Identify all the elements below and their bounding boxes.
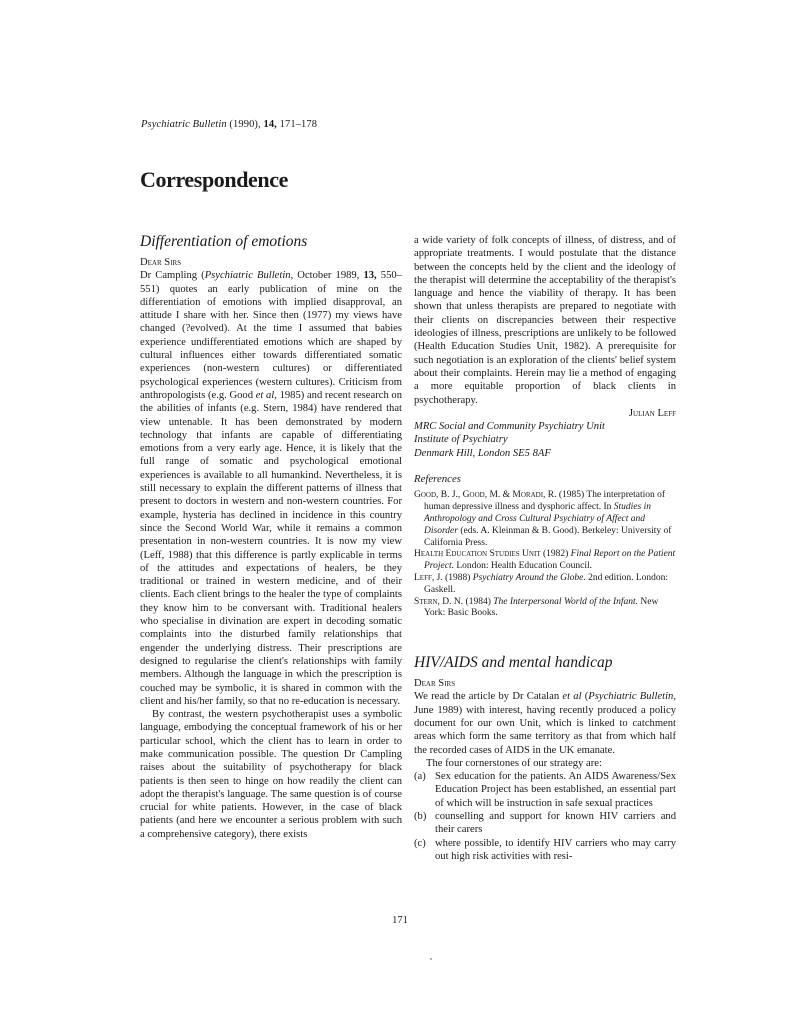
- left-column: [140, 233, 402, 841]
- letter1-affiliation-line-2: Institute of Psychiatry: [414, 434, 508, 446]
- journal-name: Psychiatric Bulletin: [141, 119, 227, 130]
- list-item: (c) where possible, to identify HIV carriers who may carry out high risk activities with resi-: [414, 837, 676, 862]
- letter1-paragraph-2-continued: a wide variety of folk concepts of illness, of distress, and of appropriate treatments. I would postulate that the distance between the concepts held by the client and the ideology of the therapist will determine the acceptability of the therapist's language and hence the viability of therapy. It has been shown that unless therapists are prepared to negotiate with their clients on discrepancies between their respective ideologies of illness, prescriptions are unlikely to be followed (Health Education Studies Unit, 1982). A prerequisite for such negotiation is an exploration of the clients' belief system about their complaints. Herein may lie a method of engaging a more equitable proportion of black clients in psychotherapy.: [414, 235, 676, 406]
- letter1-paragraph-1: Dr Campling (Psychiatric Bulletin, October 1989, 13, 550–551) quotes an early publication of mine on the differentiation of emotions with implied disapproval, an attitude I share with her. Since then (1977) my views have changed (?evolved). At the time I assumed that babies experience undifferentiated emotions which are shaped by cultural influences either towards differentiated somatic experiences (non-western cultures) or differentiated psychological experiences (western cultures). Criticism from anthropologists (e.g. Good et al, 1985) and recent research on the abilities of infants (e.g. Stern, 1984) have rendered that view untenable. It has been demonstrated by modern technology that infants are capable of differentiating emotions from a very early age. Hence, it is likely that the full range of somatic and psychological emotional experiences is available to all humankind. Nevertheless, it is still necessary to explain the different patterns of illness that present to doctors in western and non-western countries. For example, hysteria has declined in incidence in this country since the Second World War, while it remains a common presentation in non-western countries. It is now my view (Leff, 1988) that this difference is partly explicable in terms of the attitudes and expectations of healers, be they traditional or trained in western medicine, and of their clients. Each client brings to the healer the type of complaints they know him to be conversant with. Traditional healers who specialise in divination are expert in decoding somatic complaints into the disturbed family relationships that engender the underlying distress. Their prescriptions are designed to regularise the client's relationships with family members. Although the language in which the prescription is couched may be symbolic, it is shared in common with the client and his/her family, so that no re-education is necessary.: [140, 270, 402, 707]
- reference-item: Good, B. J., Good, M. & Moradi, R. (1985) The interpretation of human depressive illness and dysphoric affect. In Studies in Anthropology and Cross Cultural Psychiatry of Affect and Disorder (eds. A. Kleinman & B. Good). Berkeley: University of California Press.: [414, 490, 672, 548]
- scan-speck: [430, 958, 432, 960]
- reference-item: Health Education Studies Unit (1982) Final Report on the Patient Project. London: Health Education Council.: [414, 549, 676, 572]
- journal-citation: [141, 119, 317, 130]
- journal-pages: 171–178: [279, 119, 318, 130]
- references-heading: References: [414, 473, 461, 486]
- right-column: [414, 234, 676, 863]
- reference-item: Leff, J. (1988) Psychiatry Around the Globe. 2nd edition. London: Gaskell.: [414, 572, 669, 595]
- letter1-paragraph-2: By contrast, the western psychotherapist uses a symbolic language, embodying the conceptual framework of his or her particular school, which the client has to learn in order to make communication possible. The question Dr Campling raises about the suitability of psychotherapy for black patients is then seen to hinge on how readily the client can adopt the therapist's language. The same question is of course crucial for white patients. However, in the case of black patients (and here we encounter a serious problem with such a comprehensive category), there exists: [140, 709, 402, 840]
- reference-item: Stern, D. N. (1984) The Interpersonal World of the Infant. New York: Basic Books.: [414, 596, 659, 619]
- letter1-affiliation-line-1: MRC Social and Community Psychiatry Unit: [414, 421, 605, 433]
- section-title: Correspondence: [140, 167, 288, 192]
- letter1-salutation: Dear Sirs: [140, 257, 182, 268]
- journal-volume: 14,: [263, 119, 277, 130]
- letter1-affiliation-line-3: Denmark Hill, London SE5 8AF: [414, 447, 551, 459]
- list-item: (a) Sex education for the patients. An AIDS Awareness/Sex Education Project has been established, an essential part of which will be instruction in safe sexual practices: [414, 771, 676, 809]
- letter2-title: HIV/AIDS and mental handicap: [414, 654, 613, 672]
- letter1-signature: Julian Leff: [628, 407, 676, 419]
- letter2-paragraph-1: We read the article by Dr Catalan et al (Psychiatric Bulletin, June 1989) with interest, having recently produced a policy document for our own Unit, which is linked to catchment areas which form the same territory as that from which half the recorded cases of AIDS in the UK emanate.: [414, 691, 676, 756]
- letter2-salutation: Dear Sirs: [414, 678, 456, 690]
- list-item: (b) counselling and support for known HIV carriers and their carers: [414, 811, 676, 836]
- journal-year: (1990),: [229, 119, 261, 130]
- letter1-title: Differentiation of emotions: [140, 233, 308, 250]
- letter2-paragraph-2: The four cornerstones of our strategy are:: [426, 757, 602, 769]
- page-number: 171: [392, 915, 408, 926]
- strategy-list: [414, 770, 676, 863]
